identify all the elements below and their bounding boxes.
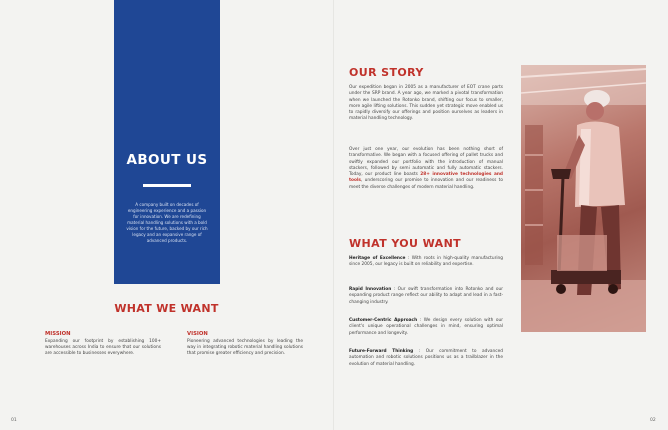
para2-tail: , underscoring our promise to innovation and our readiness to meet the diverse challenges of modern material handling. (349, 178, 503, 190)
warehouse-worker-photo (521, 65, 646, 332)
value-point-text: : Our commitment to advanced automation and robotic solutions positions us as a trailblazer in the evolution of material handling. (349, 349, 504, 367)
value-point-label: Rapid Innovation (349, 287, 392, 292)
value-point (349, 318, 503, 337)
our-story-paragraph-2 (349, 147, 503, 191)
para2-lead: Over just one year, our evolution has been nothing short of transformative. We began with a focused offering of pallet trucks and swiftly expanded our portfolio with the introduction of manual stackers, followed by semi automatic and fully automatic stackers. Today, our product line boasts (349, 147, 503, 177)
about-panel (114, 0, 220, 284)
value-point-text: : We design every solution with our client's unique operational challenges in mind, ensuring optimal performance and longevity. (349, 318, 503, 336)
what-you-want-title: WHAT YOU WANT (349, 237, 462, 250)
vision-column (187, 331, 303, 357)
value-point-label: Heritage of Excellence (349, 256, 406, 261)
para2-highlight: 28+ innovative technologies and tools (349, 172, 503, 184)
worker-illustration (521, 65, 646, 332)
spread-divider (333, 0, 334, 430)
mission-heading: MISSION (45, 331, 71, 337)
vision-text: Pioneering advanced technologies by leading the way in integrating robotic material handling solutions that promise greater efficiency and precision. (187, 339, 303, 357)
value-point (349, 256, 503, 269)
value-point (349, 349, 503, 368)
value-point-text: : Our swift transformation into Rotonko and our expanding product range reflect our ability to adapt and lead in a fast-changing industry. (349, 287, 503, 305)
mission-column (45, 331, 161, 357)
about-title: ABOUT US (126, 152, 208, 168)
what-we-want-title: WHAT WE WANT (114, 302, 219, 315)
about-body: A company built on decades of engineering experience and a passion for innovation. We are redefining material handling solutions with a bold vision for the future, backed by our rich legacy and an expansive range of advanced products. (126, 202, 208, 243)
value-point-label: Customer-Centric Approach (349, 318, 418, 323)
our-story-title: OUR STORY (349, 66, 424, 79)
mission-text: Expanding our footprint by establishing 100+ warehouses across India to ensure that our solutions are accessible to businesses everywhere. (45, 339, 161, 357)
page-number-right: 02 (650, 418, 656, 423)
vision-heading: VISION (187, 331, 208, 337)
value-point-label: Future-Forward Thinking (349, 349, 414, 354)
our-story-paragraph-1: Our expedition began in 2005 as a manufacturer of EOT crane parts under the SRP brand. A year ago, we marked a pivotal transformation when we launched the Rotonko brand, shifting our focus to smaller, more agile lifting solutions. This sudden yet strategic move enabled us to rapidly diversify our offerings and position ourselves as leaders in material handling technology. (349, 85, 503, 122)
about-underline (143, 184, 191, 187)
value-point (349, 287, 503, 306)
page-number-left: 01 (11, 418, 17, 423)
value-point-text: : With roots in high-quality manufacturing since 2005, our legacy is built on reliability and expertise. (349, 256, 503, 268)
